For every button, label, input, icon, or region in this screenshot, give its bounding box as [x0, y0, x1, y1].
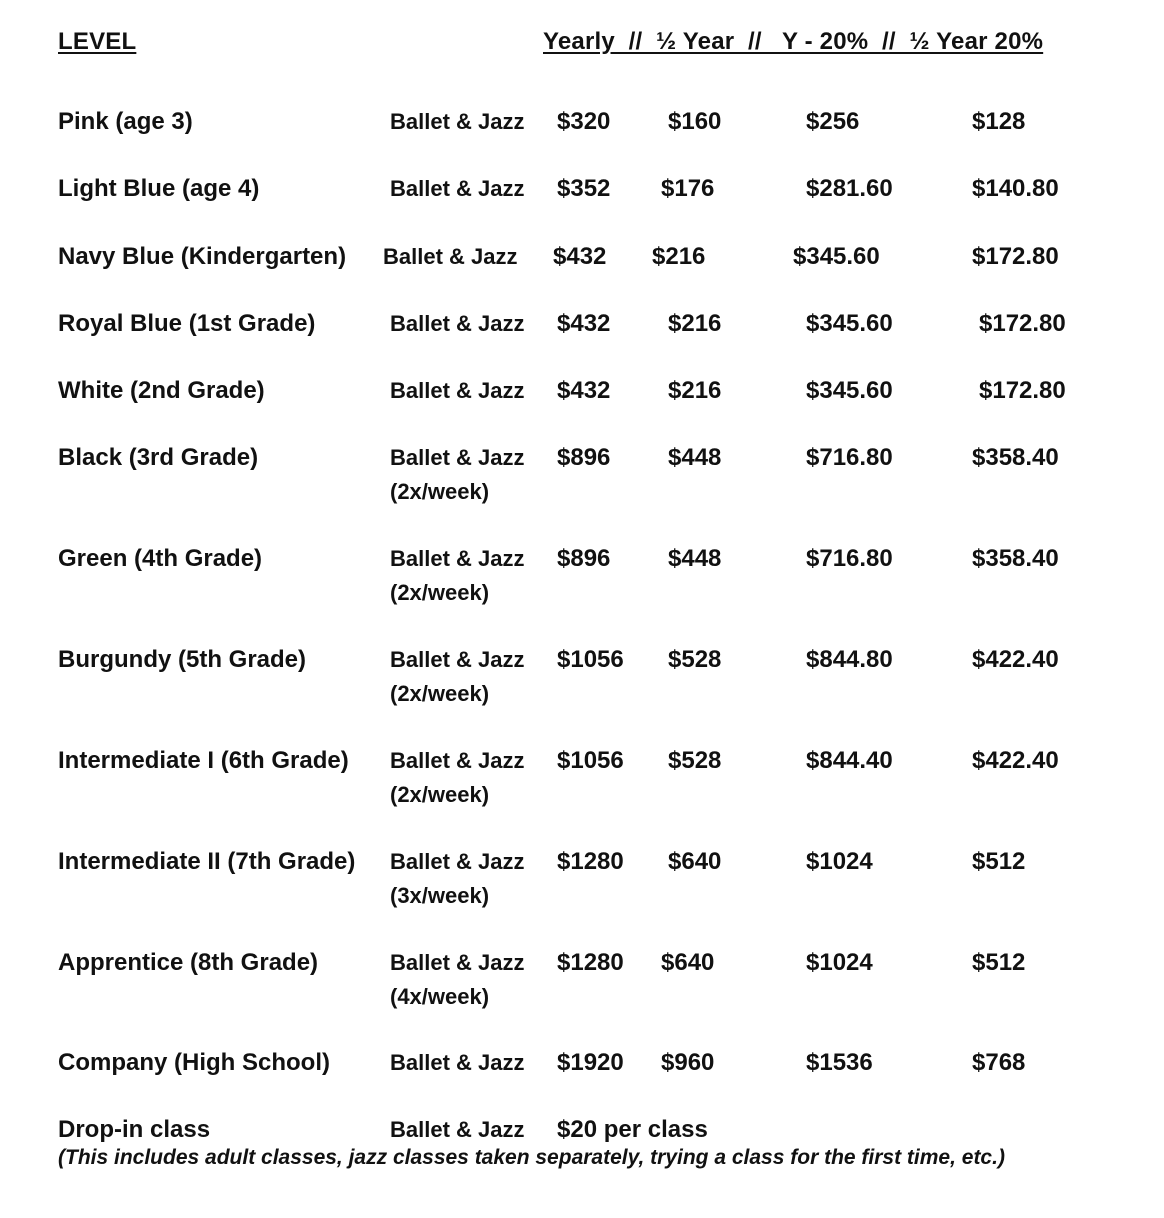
- class-type: [390, 946, 525, 1014]
- class-frequency: (2x/week): [390, 782, 490, 807]
- half-year-price: $960: [661, 1049, 715, 1076]
- half-year-price: $448: [668, 545, 722, 572]
- class-name: Ballet & Jazz: [390, 647, 525, 672]
- yearly-20-price: $844.40: [806, 747, 893, 774]
- half-year-price: $640: [668, 848, 722, 875]
- class-type: [390, 441, 525, 509]
- level-name: Intermediate I (6th Grade): [58, 747, 349, 774]
- yearly-price: $1920: [557, 1049, 624, 1076]
- half-year-20-price: $422.40: [972, 747, 1059, 774]
- yearly-price: $896: [557, 545, 611, 572]
- yearly-20-price: $345.60: [806, 310, 893, 337]
- class-name: Ballet & Jazz: [390, 109, 525, 134]
- level-name: Light Blue (age 4): [58, 175, 260, 202]
- half-year-20-price: $358.40: [972, 444, 1059, 471]
- class-type: [390, 542, 525, 610]
- class-type: [390, 1046, 525, 1080]
- half-year-price: $176: [661, 175, 715, 202]
- class-frequency: (4x/week): [390, 984, 490, 1009]
- half-year-20-price: $128: [972, 108, 1026, 135]
- half-year-20-price: $512: [972, 848, 1026, 875]
- price-columns-header: Yearly // ½ Year // Y - 20% // ½ Year 20%: [543, 28, 1044, 55]
- yearly-price: $20 per class: [557, 1116, 708, 1143]
- half-year-20-price: $140.80: [972, 175, 1059, 202]
- half-year-20-price: $172.80: [979, 377, 1066, 404]
- class-name: Ballet & Jazz: [390, 748, 525, 773]
- level-name: Green (4th Grade): [58, 545, 263, 572]
- class-type: [390, 744, 525, 812]
- table-row: [0, 845, 1164, 908]
- level-name: Company (High School): [58, 1049, 330, 1076]
- half-year-price: $216: [652, 243, 706, 270]
- table-row: [0, 1046, 1164, 1106]
- class-frequency: (3x/week): [390, 883, 490, 908]
- class-name: Ballet & Jazz: [383, 244, 518, 269]
- yearly-price: $1056: [557, 747, 624, 774]
- half-year-20-price: $422.40: [972, 646, 1059, 673]
- level-column-header: LEVEL: [58, 28, 137, 55]
- half-year-20-price: $172.80: [972, 243, 1059, 270]
- class-name: Ballet & Jazz: [390, 176, 525, 201]
- half-year-price: $528: [668, 646, 722, 673]
- half-year-price: $216: [668, 310, 722, 337]
- yearly-20-price: $716.80: [806, 545, 893, 572]
- class-type: [390, 1113, 525, 1147]
- half-year-20-price: $768: [972, 1049, 1026, 1076]
- table-row: [0, 374, 1164, 434]
- half-year-20-price: $358.40: [972, 545, 1059, 572]
- class-type: [390, 845, 525, 913]
- class-name: Ballet & Jazz: [390, 546, 525, 571]
- yearly-20-price: $256: [806, 108, 860, 135]
- class-name: Ballet & Jazz: [390, 378, 525, 403]
- table-row: [0, 643, 1164, 706]
- half-year-price: $448: [668, 444, 722, 471]
- table-row: [0, 307, 1164, 367]
- class-name: Ballet & Jazz: [390, 445, 525, 470]
- half-year-price: $160: [668, 108, 722, 135]
- class-frequency: (2x/week): [390, 580, 490, 605]
- yearly-price: $320: [557, 108, 611, 135]
- table-row: [0, 172, 1164, 232]
- table-row: [0, 105, 1164, 165]
- yearly-20-price: $281.60: [806, 175, 893, 202]
- level-name: Black (3rd Grade): [58, 444, 259, 471]
- yearly-price: $1280: [557, 848, 624, 875]
- level-name: White (2nd Grade): [58, 377, 265, 404]
- yearly-20-price: $1024: [806, 848, 873, 875]
- yearly-price: $1056: [557, 646, 624, 673]
- table-row: [0, 441, 1164, 504]
- yearly-price: $432: [557, 310, 611, 337]
- half-year-price: $640: [661, 949, 715, 976]
- yearly-price: $352: [557, 175, 611, 202]
- class-name: Ballet & Jazz: [390, 1050, 525, 1075]
- half-year-20-price: $172.80: [979, 310, 1066, 337]
- half-year-price: $528: [668, 747, 722, 774]
- class-type: [390, 307, 525, 341]
- class-type: [390, 172, 525, 206]
- yearly-20-price: $1536: [806, 1049, 873, 1076]
- yearly-price: $432: [553, 243, 607, 270]
- class-frequency: (2x/week): [390, 479, 490, 504]
- yearly-20-price: $1024: [806, 949, 873, 976]
- yearly-price: $432: [557, 377, 611, 404]
- level-name: Apprentice (8th Grade): [58, 949, 319, 976]
- class-type: [390, 643, 525, 711]
- class-type: [390, 105, 525, 139]
- drop-in-note: (This includes adult classes, jazz classes taken separately, trying a class for the first time, etc.): [58, 1146, 1005, 1169]
- class-name: Ballet & Jazz: [390, 849, 525, 874]
- class-name: Ballet & Jazz: [390, 311, 525, 336]
- half-year-price: $216: [668, 377, 722, 404]
- yearly-20-price: $345.60: [806, 377, 893, 404]
- level-name: Pink (age 3): [58, 108, 193, 135]
- yearly-20-price: $716.80: [806, 444, 893, 471]
- yearly-price: $1280: [557, 949, 624, 976]
- level-name: Navy Blue (Kindergarten): [58, 243, 347, 270]
- yearly-price: $896: [557, 444, 611, 471]
- level-name: Drop-in class: [58, 1116, 211, 1143]
- table-row: [0, 542, 1164, 605]
- class-name: Ballet & Jazz: [390, 1117, 525, 1142]
- class-name: Ballet & Jazz: [390, 950, 525, 975]
- class-type: [383, 240, 518, 274]
- table-row: [0, 744, 1164, 807]
- half-year-20-price: $512: [972, 949, 1026, 976]
- class-frequency: (2x/week): [390, 681, 490, 706]
- level-name: Royal Blue (1st Grade): [58, 310, 316, 337]
- yearly-20-price: $844.80: [806, 646, 893, 673]
- class-type: [390, 374, 525, 408]
- table-row: [0, 240, 1164, 300]
- table-row: [0, 946, 1164, 1009]
- level-name: Intermediate II (7th Grade): [58, 848, 356, 875]
- level-name: Burgundy (5th Grade): [58, 646, 307, 673]
- yearly-20-price: $345.60: [793, 243, 880, 270]
